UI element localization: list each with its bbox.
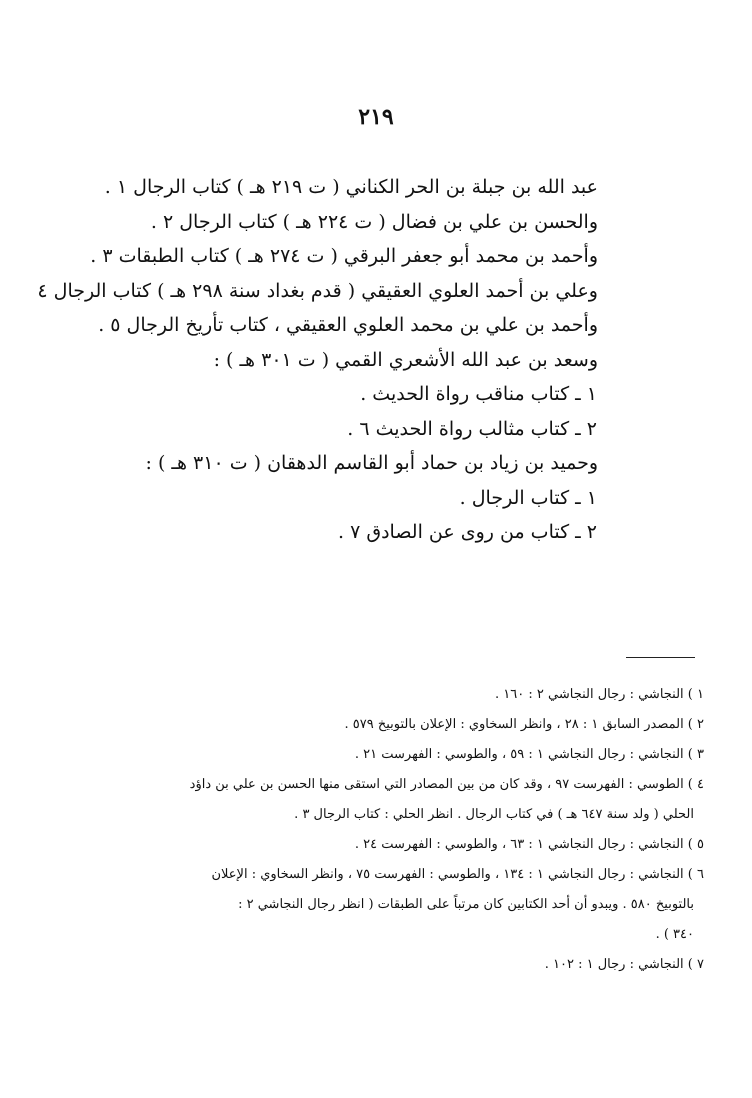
footnote: ٥ ) النجاشي : رجال النجاشي ١ : ٦٣ ، والطوسي : الفهرست ٢٤ . <box>354 837 704 852</box>
body-line: وأحمد بن علي بن محمد العلوي العقيقي ، كتاب تأريخ الرجال ٥ . <box>98 314 598 336</box>
footnote: ٦ ) النجاشي : رجال النجاشي ١ : ١٣٤ ، والطوسي : الفهرست ٧٥ ، وانظر السخاوي : الإعلان <box>211 867 704 882</box>
footnote: ٣ ) النجاشي : رجال النجاشي ١ : ٥٩ ، والطوسي : الفهرست ٢١ . <box>354 747 704 762</box>
body-line: وسعد بن عبد الله الأشعري القمي ( ت ٣٠١ هـ ) : <box>213 348 598 371</box>
body-line: عبد الله بن جبلة بن الحر الكناني ( ت ٢١٩ هـ ) كتاب الرجال ١ . <box>104 176 598 198</box>
footnote-continuation: ٣٤٠ ) . <box>655 927 694 942</box>
list-item: ٢ ـ كتاب من روى عن الصادق ٧ . <box>337 521 597 543</box>
list-item: ٢ ـ كتاب مثالب رواة الحديث ٦ . <box>347 417 597 440</box>
body-line: وعلي بن أحمد العلوي العقيقي ( قدم بغداد سنة ٢٩٨ هـ ) كتاب الرجال ٤ <box>37 279 598 302</box>
footnote: ٤ ) الطوسي : الفهرست ٩٧ ، وقد كان من بين المصادر التي استقى منها الحسن بن علي بن داؤد <box>189 777 704 792</box>
body-line: وأحمد بن محمد أبو جعفر البرقي ( ت ٢٧٤ هـ ) كتاب الطبقات ٣ . <box>90 245 598 267</box>
list-item: ١ ـ كتاب الرجال . <box>459 486 597 509</box>
footnote: ١ ) النجاشي : رجال النجاشي ٢ : ١٦٠ . <box>495 687 704 702</box>
body-line: والحسن بن علي بن فضال ( ت ٢٢٤ هـ ) كتاب الرجال ٢ . <box>150 210 598 233</box>
body-line: وحميد بن زياد بن حماد أبو القاسم الدهقان ( ت ٣١٠ هـ ) : <box>145 452 598 474</box>
footnote: ٢ ) المصدر السابق ١ : ٢٨ ، وانظر السخاوي : الإعلان بالتوبيخ ٥٧٩ . <box>344 717 704 732</box>
footnote-continuation: بالتوبيخ ٥٨٠ . ويبدو أن أحد الكتابين كان مرتباً على الطبقات ( انظر رجال النجاشي ٢ : <box>238 897 694 912</box>
footnote: ٧ ) النجاشي : رجال ١ : ١٠٢ . <box>544 957 704 972</box>
footnotes <box>64 680 704 980</box>
page-number: ٢١٩ <box>358 104 394 130</box>
footnote-divider <box>626 657 695 658</box>
body-text <box>37 170 598 550</box>
footnote-continuation: الحلي ( ولد سنة ٦٤٧ هـ ) في كتاب الرجال . انظر الحلي : كتاب الرجال ٣ . <box>294 807 694 822</box>
list-item: ١ ـ كتاب مناقب رواة الحديث . <box>360 383 597 405</box>
